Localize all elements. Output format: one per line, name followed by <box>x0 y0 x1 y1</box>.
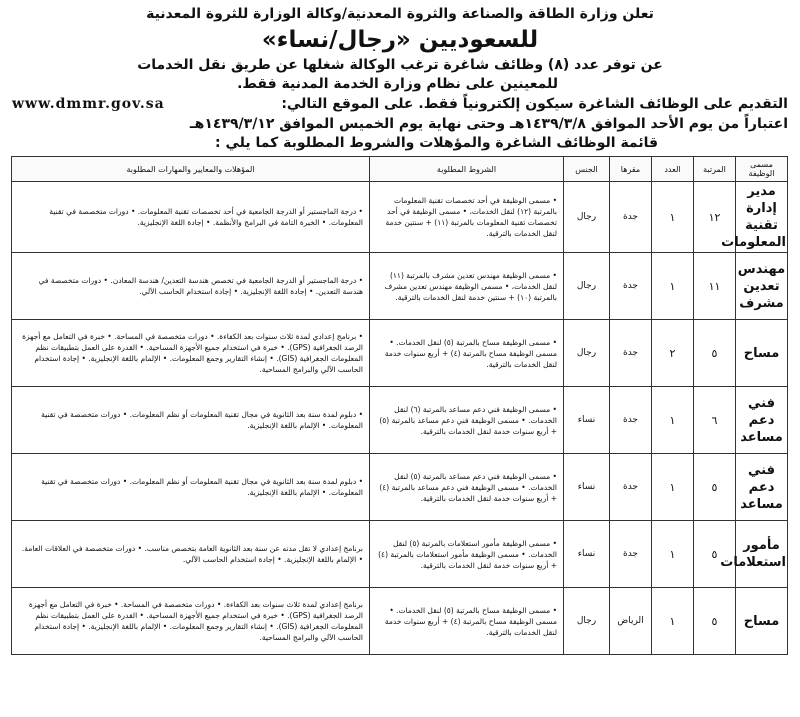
apply-text: التقديم على الوظائف الشاغرة سيكون إلكترونياً فقط. على الموقع التالي: <box>281 96 788 112</box>
job-conditions: • مسمى الوظيفة مأمور استعلامات بالمرتبة (٥) لنقل الخدمات. • مسمى الوظيفة مأمور استعلامات بالمرتبة (٤) + أربع سنوات خدمة لنقل الخدمات بالترقية. <box>370 521 564 588</box>
table-row <box>12 320 788 387</box>
ministry-line: تعلن وزارة الطاقة والصناعة والثروة المعدنية/وكالة الوزارة للثروة المعدنية <box>146 6 654 22</box>
job-title: مدير إدارة تقنية المعلومات <box>736 182 788 253</box>
job-count: ١ <box>652 253 694 320</box>
job-qualifications: • درجة الماجستير أو الدرجة الجامعية في أحد تخصصات تقنية المعلومات. • دورات متخصصة في تقنية المعلومات. • الخبرة التامة في البرامج والأنظمة. • إجادة اللغة الإنجليزية. <box>12 182 370 253</box>
job-title: مساح <box>736 588 788 655</box>
job-count: ١ <box>652 182 694 253</box>
job-conditions: • مسمى الوظيفة مساح بالمرتبة (٥) لنقل الخدمات. • مسمى الوظيفة مساح بالمرتبة (٤) + أربع سنوات خدمة لنقل الخدمات بالترقية. <box>370 320 564 387</box>
table-row <box>12 454 788 521</box>
job-title: مساح <box>736 320 788 387</box>
apply-line <box>12 94 788 115</box>
table-row <box>12 387 788 454</box>
table-row <box>12 521 788 588</box>
job-conditions: • مسمى الوظيفة مساح بالمرتبة (٥) لنقل الخدمات. • مسمى الوظيفة مساح بالمرتبة (٤) + أربع سنوات خدمة لنقل الخدمات بالترقية. <box>370 588 564 655</box>
header-rank: المرتبة <box>694 157 736 182</box>
header-name: مسمى الوظيفة <box>736 157 788 182</box>
job-qualifications: • برنامج إعدادي لمدة ثلاث سنوات بعد الكفاءة. • دورات متخصصة في المساحة. • خبرة في التعامل مع أجهزة الرصد الجغرافية (GPS). • خبرة في استخدام جميع الأجهزة المساحية. • القدرة على العمل بتطبيقات نظم المعلومات الجغرافية (GIS). • إنشاء التقارير وجمع المعلومات. • الإلمام باللغة الإنجليزية. • إجادة استخدام الحاسب الآلي والبرامج المساحية. <box>12 320 370 387</box>
job-location: جدة <box>610 320 652 387</box>
job-gender: نساء <box>564 454 610 521</box>
job-qualifications: برنامج إعدادي لمدة ثلاث سنوات بعد الكفاءة. • دورات متخصصة في المساحة. • خبرة في التعامل مع أجهزة الرصد الجغرافية (GPS). • خبرة في استخدام جميع الأجهزة المساحية. • القدرة على العمل بتطبيقات نظم المعلومات الجغرافية (GIS). • إنشاء التقارير وجمع المعلومات. • الإلمام باللغة الإنجليزية. • إجادة استخدام الحاسب الآلي والبرامج المساحية. <box>12 588 370 655</box>
job-conditions: • مسمى الوظيفة فني دعم مساعد بالمرتبة (٥) لنقل الخدمات. • مسمى الوظيفة فني دعم مساعد بالمرتبة (٤) + أربع سنوات خدمة لنقل الخدمات بالترقية. <box>370 454 564 521</box>
announcement-title: للسعوديين «رجال/نساء» <box>261 27 539 53</box>
table-row <box>12 182 788 253</box>
job-gender: نساء <box>564 387 610 454</box>
job-count: ١ <box>652 521 694 588</box>
table-row <box>12 253 788 320</box>
job-location: جدة <box>610 182 652 253</box>
eligibility-line: للمعينين على نظام وزارة الخدمة المدنية فقط. <box>237 76 558 92</box>
job-location: الرياض <box>610 588 652 655</box>
job-qualifications: برنامج إعدادي لا تقل مدته عن سنة بعد الثانوية العامة بتخصص مناسب. • دورات متخصصة في العلاقات العامة. • الإلمام باللغة الإنجليزية. • إجادة استخدام الحاسب الآلي. <box>12 521 370 588</box>
job-title: فني دعم مساعد <box>736 387 788 454</box>
job-rank: ٥ <box>694 588 736 655</box>
job-rank: ١١ <box>694 253 736 320</box>
job-count: ١ <box>652 387 694 454</box>
job-location: جدة <box>610 253 652 320</box>
header-location: مقرها <box>610 157 652 182</box>
job-gender: رجال <box>564 320 610 387</box>
vacancy-count-line: عن توفر عدد (٨) وظائف شاغرة ترغب الوكالة شغلها عن طريق نقل الخدمات <box>137 57 663 73</box>
job-location: جدة <box>610 454 652 521</box>
job-qualifications: • درجة الماجستير أو الدرجة الجامعية في تخصص هندسة التعدين/ هندسة المعادن. • دورات متخصصة في هندسة التعدين. • إجادة اللغة الإنجليزية. • إجادة استخدام الحاسب الآلي. <box>12 253 370 320</box>
table-row <box>12 588 788 655</box>
job-gender: نساء <box>564 521 610 588</box>
job-qualifications: • دبلوم لمدة سنة بعد الثانوية في مجال تقنية المعلومات أو نظم المعلومات. • دورات متخصصة في تقنية المعلومات. • الإلمام باللغة الإنجليزية. <box>12 454 370 521</box>
job-count: ٢ <box>652 320 694 387</box>
job-title: مهندس تعدين مشرف <box>736 253 788 320</box>
table-intro-line: قائمة الوظائف الشاغرة والمؤهلات والشروط المطلوبة كما يلي : <box>215 135 658 151</box>
job-rank: ٥ <box>694 454 736 521</box>
job-location: جدة <box>610 521 652 588</box>
website-link[interactable]: www.dmmr.gov.sa <box>12 96 165 112</box>
job-rank: ٥ <box>694 521 736 588</box>
job-gender: رجال <box>564 588 610 655</box>
job-title: مأمور استعلامات <box>736 521 788 588</box>
job-count: ١ <box>652 454 694 521</box>
job-rank: ٥ <box>694 320 736 387</box>
job-rank: ١٢ <box>694 182 736 253</box>
job-qualifications: • دبلوم لمدة سنة بعد الثانوية في مجال تقنية المعلومات أو نظم المعلومات. • دورات متخصصة في تقنية المعلومات. • الإلمام باللغة الإنجليزية. <box>12 387 370 454</box>
job-gender: رجال <box>564 253 610 320</box>
job-title: فني دعم مساعد <box>736 454 788 521</box>
job-count: ١ <box>652 588 694 655</box>
header-count: العدد <box>652 157 694 182</box>
date-range-line: اعتباراً من يوم الأحد الموافق ١٤٣٩/٣/٨هـ وحتى نهاية يوم الخميس الموافق ١٤٣٩/٣/١٢هـ <box>189 116 788 132</box>
job-conditions: • مسمى الوظيفة في أحد تخصصات تقنية المعلومات بالمرتبة (١٢) لنقل الخدمات، • مسمى الوظيفة في أحد تخصصات تقنية المعلومات بالمرتبة (١١) + سنتين خدمة لنقل الخدمات بالترقية. <box>370 182 564 253</box>
job-rank: ٦ <box>694 387 736 454</box>
vacancies-table <box>11 156 788 655</box>
header-conditions: الشروط المطلوبة <box>370 157 564 182</box>
header-gender: الجنس <box>564 157 610 182</box>
table-header-row <box>12 157 788 182</box>
job-conditions: • مسمى الوظيفة مهندس تعدين مشرف بالمرتبة (١١) لنقل الخدمات، • مسمى الوظيفة مهندس تعدين مشرف بالمرتبة (١٠) + سنتين خدمة لنقل الخدمات بالترقية. <box>370 253 564 320</box>
job-conditions: • مسمى الوظيفة فني دعم مساعد بالمرتبة (٦) لنقل الخدمات. • مسمى الوظيفة فني دعم مساعد بالمرتبة (٥) + أربع سنوات خدمة لنقل الخدمات بالترقية. <box>370 387 564 454</box>
job-gender: رجال <box>564 182 610 253</box>
header-qualifications: المؤهلات والمعايير والمهارات المطلوبة <box>12 157 370 182</box>
job-location: جدة <box>610 387 652 454</box>
